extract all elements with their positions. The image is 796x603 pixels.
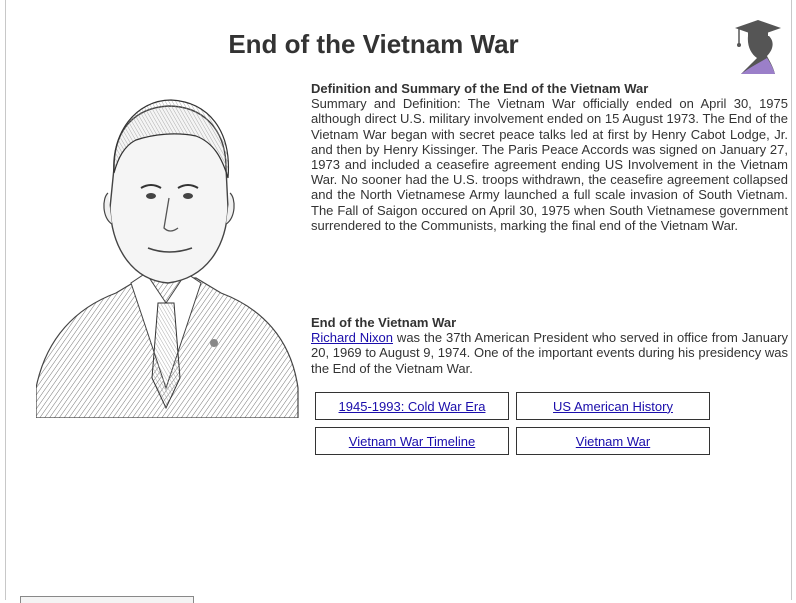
richard-nixon-link[interactable]: Richard Nixon	[311, 330, 393, 346]
president-heading: End of the Vietnam War	[311, 315, 457, 330]
graduate-cap-silhouette-icon	[733, 18, 783, 76]
president-text	[311, 330, 788, 376]
summary-section	[311, 81, 788, 233]
richard-nixon-portrait	[36, 88, 304, 418]
link-cold-war-era[interactable]: 1945-1993: Cold War Era	[315, 392, 509, 420]
link-us-american-history[interactable]: US American History	[516, 392, 710, 420]
president-section	[311, 315, 788, 376]
page-title: End of the Vietnam War	[228, 29, 519, 59]
link-vietnam-war[interactable]: Vietnam War	[516, 427, 710, 455]
summary-heading: Definition and Summary of the End of the Vietnam War	[311, 81, 649, 96]
link-vietnam-war-timeline[interactable]: Vietnam War Timeline	[315, 427, 509, 455]
president-description: was the 37th American President who served in office from January 20, 1969 to August 9, 1974. One of the important events during his presidency was the End of the Vietnam War.	[311, 330, 788, 376]
summary-text: Summary and Definition: The Vietnam War officially ended on April 30, 1975 although direct U.S. military involvement ended on 15 August 1973. The End of the Vietnam War began with secret peace talks led at first by Henry Cabot Lodge, Jr. and then by Henry Kissinger. The Paris Peace Accords was signed on January 27, 1973 and included a ceasefire agreement ending US Involvement in the Vietnam War. No sooner had the U.S. troops withdrawn, the ceasefire agreement collapsed and the North Vietnamese Army launched a full scale invasion of South Vietnam. The Fall of Saigon occured on April 30, 1975 when South Vietnamese government surrendered to the Communists, marking the final end of the Vietnam War.	[311, 96, 788, 233]
page-frame	[5, 0, 792, 600]
related-links	[315, 392, 710, 455]
